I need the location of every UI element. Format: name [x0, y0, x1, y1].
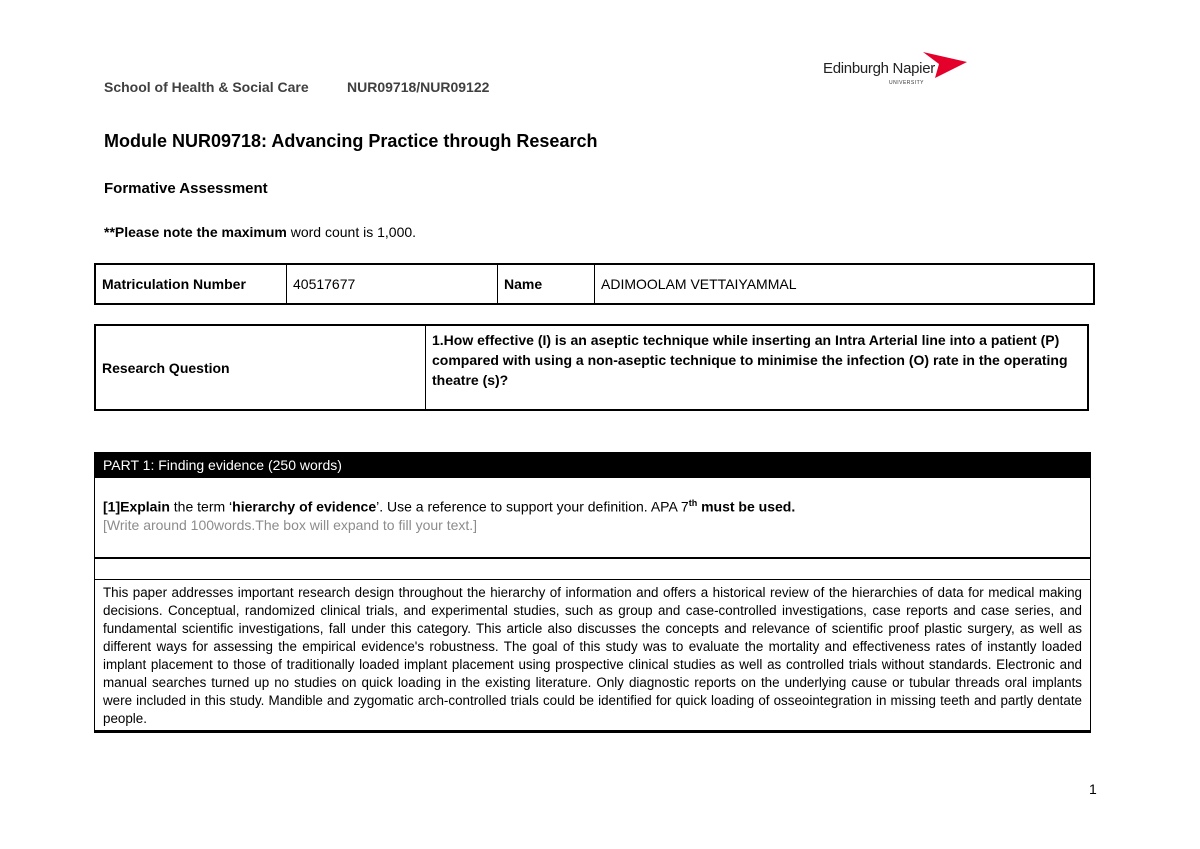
logo-flag-icon: [923, 52, 967, 82]
part1-section: [94, 452, 1091, 733]
word-count-note: [104, 224, 416, 240]
part1-question-line: [103, 498, 1082, 515]
question-text-3: must be used.: [697, 498, 796, 515]
student-info-table: [94, 263, 1095, 305]
page-number: 1: [1089, 781, 1097, 797]
name-value: ADIMOOLAM VETTAIYAMMAL: [595, 264, 1095, 304]
logo-text: Edinburgh Napier: [823, 60, 935, 77]
part1-heading: PART 1: Finding evidence (250 words): [95, 453, 1090, 477]
page-subtitle: Formative Assessment: [104, 180, 268, 197]
research-question-label: Research Question: [95, 325, 426, 410]
module-codes: NUR09718/NUR09122: [347, 79, 490, 95]
university-logo: [823, 52, 968, 92]
note-suffix: word count is 1,000.: [286, 224, 417, 240]
part1-spacer: [95, 559, 1090, 579]
question-emphasis: hierarchy of evidence: [232, 498, 377, 515]
name-label: Name: [498, 264, 595, 304]
matric-label: Matriculation Number: [95, 264, 287, 304]
page-title: Module NUR09718: Advancing Practice through Research: [104, 131, 598, 151]
logo-subtext: UNIVERSITY: [889, 80, 925, 86]
note-emphasis: maximum: [221, 224, 287, 240]
question-text-2: ’. Use a reference to support your definition. APA 7: [376, 498, 689, 515]
part1-answer[interactable]: This paper addresses important research design throughout the hierarchy of information and offers a historical review of the hierarchies of data for medical making decisions. Conceptual, randomized clinical trials, and experimental studies, such as group and case-controlled investigations, case reports and case series, and fundamental scientific investigations, fall under this category. This article also discusses the concepts and relevance of scientific proof plastic surgery, as well as different ways for assessing the empirical evidence's robustness. The goal of this study was to evaluate the mortality and effectiveness rates of instantly loaded implant placement to those of traditionally loaded implant placement using prospective clinical studies as well as controlled trials without standards. Electronic and manual searches turned up no studies on quick loading in the existing literature. Only diagnostic reports on the underlying cause or tubular threads oral implants were included in this study. Mandible and zygomatic arch-controlled trials could be identified for quick loading of osseointegration in missing teeth and partly dentate people.: [95, 579, 1090, 732]
question-number: [1]Explain: [103, 498, 170, 515]
school-name: School of Health & Social Care: [104, 79, 309, 95]
part1-question: [95, 477, 1090, 559]
part1-hint: [Write around 100words.The box will expand to fill your text.]: [103, 516, 478, 533]
question-superscript: th: [688, 498, 698, 508]
question-text-1: the term ‘: [169, 498, 233, 515]
matric-value: 40517677: [287, 264, 498, 304]
research-question-table: [94, 324, 1089, 411]
note-prefix: **Please note the: [104, 224, 222, 240]
research-question-text: 1.How effective (I) is an aseptic technique while inserting an Intra Arterial line into a patient (P) compared with using a non-aseptic technique to minimise the infection (O) rate in the operating theatre (s)?: [426, 325, 1089, 410]
